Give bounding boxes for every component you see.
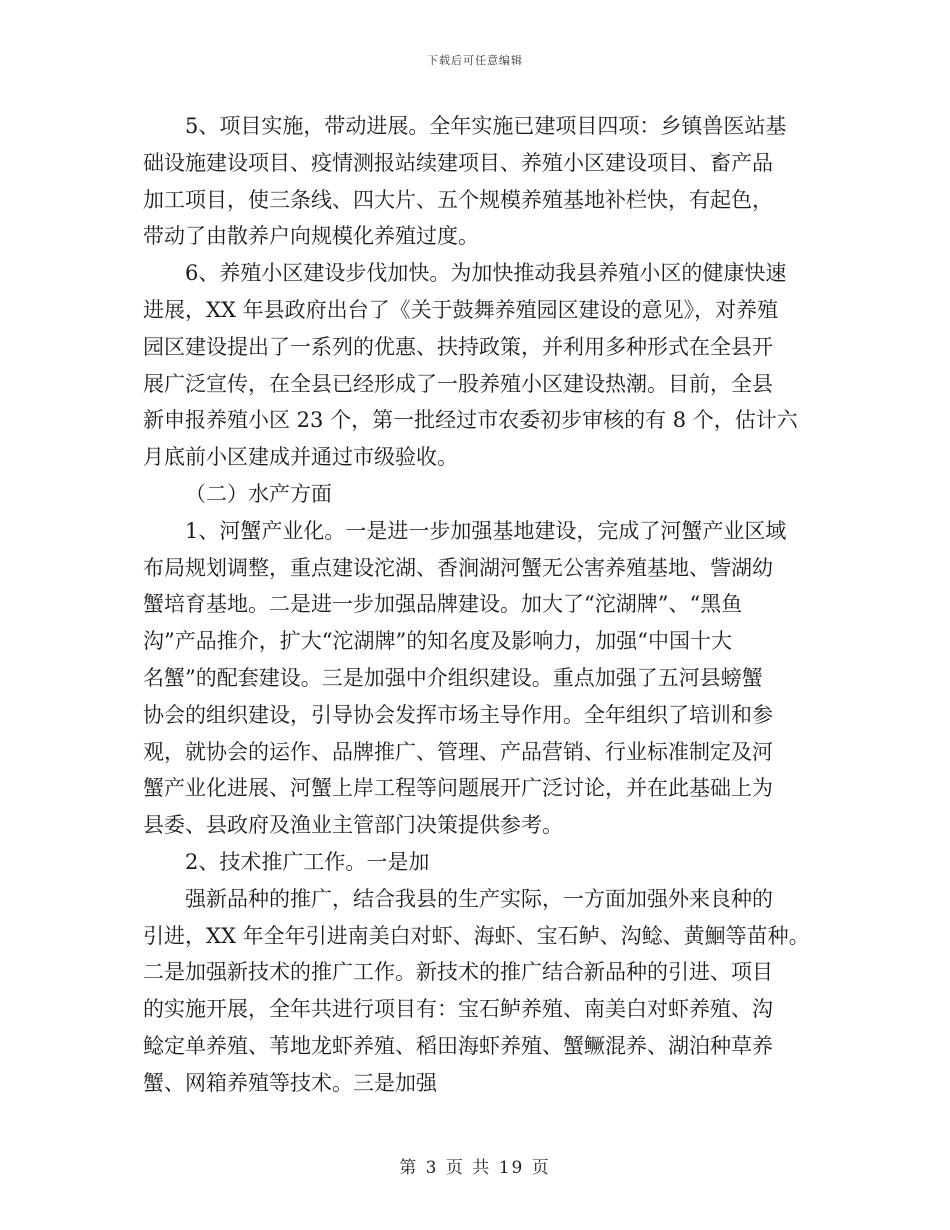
- text-line: 县委、县政府及渔业主管部门决策提供参考。: [143, 813, 563, 838]
- text-line: 蟹培育基地。二是进一步加强品牌建设。加大了“沱湖牌”、“黑鱼: [143, 592, 743, 617]
- text-line: 鲶定单养殖、苇地龙虾养殖、稻田海虾养殖、蟹鳜混养、湖泊种草养: [143, 1033, 773, 1058]
- text-line: 带动了由散养户向规模化养殖过度。: [143, 224, 479, 249]
- text-line: 6、养殖小区建设步伐加快。为加快推动我县养殖小区的健康快速: [185, 261, 787, 286]
- text-line: 2、技术推广工作。一是加: [185, 849, 430, 874]
- text-line: 强新品种的推广，结合我县的生产实际，一方面加强外来良种的: [185, 886, 773, 911]
- page-number: 第 3 页 共 19 页: [399, 1158, 551, 1178]
- text-line: 布局规划调整，重点建设沱湖、香涧湖河蟹无公害养殖基地、訾湖幼: [143, 555, 773, 580]
- text-line: 月底前小区建成并通过市级验收。: [143, 445, 458, 470]
- text-line: 观，就协会的运作、品牌推广、管理、产品营销、行业标准制定及河: [143, 739, 773, 764]
- text-line: 新申报养殖小区 23 个，第一批经过市农委初步审核的有 8 个，估计六: [143, 408, 798, 433]
- text-line: 蟹产业化进展、河蟹上岸工程等问题展开广泛讨论，并在此基础上为: [143, 776, 773, 801]
- text-line: 加工项目，使三条线、四大片、五个规模养殖基地补栏快，有起色，: [143, 187, 773, 212]
- text-line: 的实施开展，全年共进行项目有：宝石鲈养殖、南美白对虾养殖、沟: [143, 997, 773, 1022]
- text-line: 名蟹”的配套建设。三是加强中介组织建设。重点加强了五河县螃蟹: [143, 665, 763, 690]
- text-line: 础设施建设项目、疫情测报站续建项目、养殖小区建设项目、畜产品: [143, 150, 773, 175]
- text-line: 沟”产品推介，扩大“沱湖牌”的知名度及影响力，加强“中国十大: [143, 629, 732, 654]
- text-line: 引进，XX 年全年引进南美白对虾、海虾、宝石鲈、沟鲶、黄鮰等苗种。: [143, 923, 810, 948]
- text-line: 1、河蟹产业化。一是进一步加强基地建设，完成了河蟹产业区域: [185, 518, 787, 543]
- text-line: 5、项目实施，带动进展。全年实施已建项目四项：乡镇兽医站基: [185, 114, 787, 138]
- text-line: 进展，XX 年县政府出台了《关于鼓舞养殖园区建设的意见》，对养殖: [143, 297, 779, 322]
- section-heading: （二）水产方面: [185, 481, 332, 506]
- document-body: [143, 108, 813, 1102]
- header-note: 下载后可任意编辑: [427, 54, 523, 67]
- text-line: 蟹、网箱养殖等技术。三是加强: [143, 1070, 437, 1095]
- text-line: 协会的组织建设，引导协会发挥市场主导作用。全年组织了培训和参: [143, 702, 773, 727]
- text-line: 展广泛宣传，在全县已经形成了一股养殖小区建设热潮。目前，全县: [143, 371, 773, 396]
- text-line: 园区建设提出了一系列的优惠、扶持政策，并利用多种形式在全县开: [143, 334, 773, 359]
- text-line: 二是加强新技术的推广工作。新技术的推广结合新品种的引进、项目: [143, 960, 773, 985]
